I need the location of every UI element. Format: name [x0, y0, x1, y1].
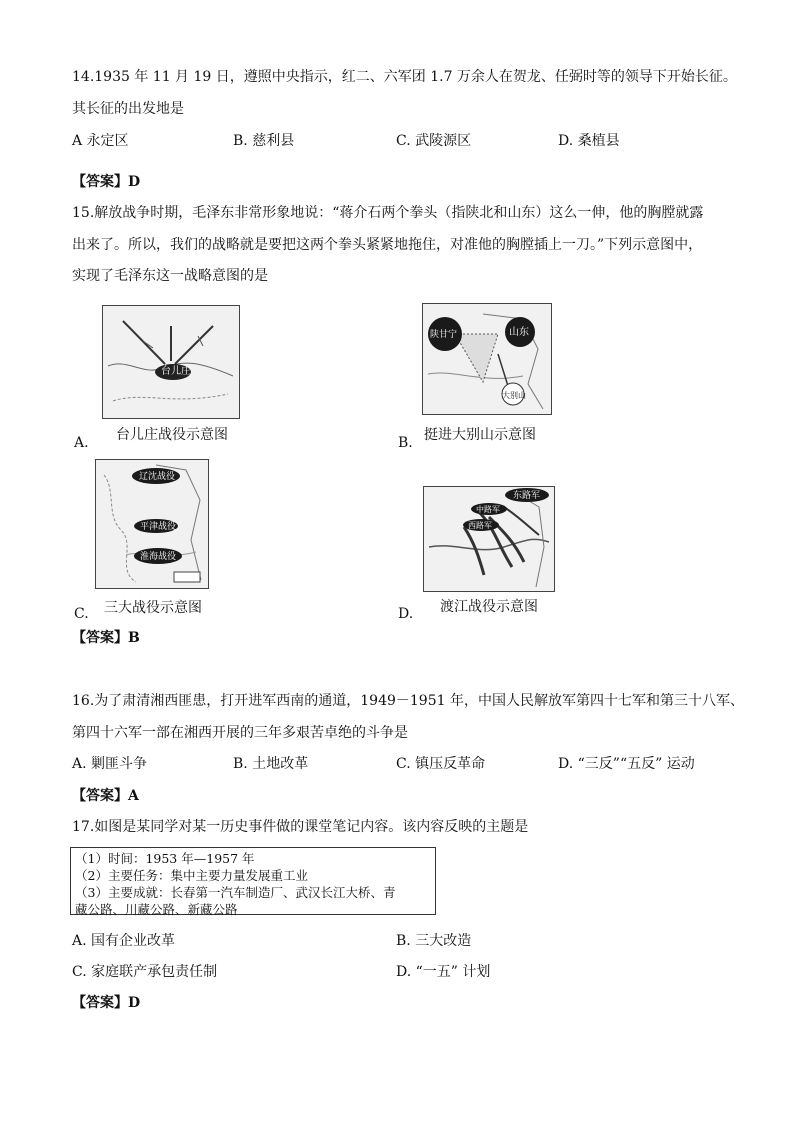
q17-option-b: B. 三大改造: [396, 933, 472, 949]
map-yangtze-crossing: [423, 486, 555, 592]
map-three-campaigns: [95, 459, 209, 589]
q16-answer: 【答案】A: [72, 788, 139, 804]
map-d-caption: 渡江战役示意图: [440, 599, 538, 615]
q16-option-b: B. 土地改革: [233, 756, 309, 772]
map-b-caption: 挺进大别山示意图: [424, 427, 536, 443]
q16-option-d: D. “三反”“五反” 运动: [558, 756, 695, 772]
map-d-letter: D.: [398, 606, 414, 622]
dabieshan-map-graphic: [423, 304, 551, 414]
q17-notes-box: [70, 847, 436, 915]
q14-option-d: D. 桑植县: [558, 133, 620, 149]
map-d-label-0: 东路军: [513, 491, 541, 501]
map-b-label-0: 陕甘宁: [430, 330, 458, 340]
map-b-label-1: 山东: [509, 327, 529, 338]
map-c-label-0: 辽沈战役: [139, 472, 176, 482]
q17-note-4: 藏公路、川藏公路、新藏公路: [75, 902, 238, 917]
map-dabieshan: [422, 303, 552, 415]
q14-stem-line2: 其长征的出发地是: [72, 101, 184, 117]
map-d-label-1: 中路军: [476, 505, 500, 514]
map-b-letter: B.: [398, 435, 413, 451]
q15-stem-line3: 实现了毛泽东这一战略意图的是: [72, 268, 268, 284]
q17-note-2: （2）主要任务：集中主要力量发展重工业: [75, 868, 308, 883]
q16-stem-line2: 第四十六军一部在湘西开展的三年多艰苦卓绝的斗争是: [72, 725, 408, 741]
q15-stem-line2: 出来了。所以，我们的战略就是要把这两个拳头紧紧地拖住，对准他的胸膛插上一刀。”下列示意图中，: [72, 237, 703, 253]
q15-answer: 【答案】B: [72, 630, 140, 646]
map-c-caption: 三大战役示意图: [104, 600, 202, 616]
q14-option-c: C. 武陵源区: [396, 133, 472, 149]
q17-option-c: C. 家庭联产承包责任制: [72, 964, 218, 980]
map-c-label-1: 平津战役: [140, 522, 177, 532]
q14-answer: 【答案】D: [72, 174, 141, 190]
map-c-label-2: 淮海战役: [140, 552, 177, 562]
map-d-label-2: 西路军: [468, 521, 492, 530]
map-a-letter: A.: [74, 435, 89, 451]
taierzhuang-map-graphic: [103, 306, 239, 418]
q17-note-3: （3）主要成就：长春第一汽车制造厂、武汉长江大桥、青: [75, 885, 396, 900]
map-b-label-2: 大别山: [502, 391, 526, 400]
q17-stem: 17.如图是某同学对某一历史事件做的课堂笔记内容。该内容反映的主题是: [72, 819, 529, 835]
q17-answer: 【答案】D: [72, 995, 141, 1011]
q16-option-c: C. 镇压反革命: [396, 756, 486, 772]
map-a-caption: 台儿庄战役示意图: [116, 427, 228, 443]
q15-stem-line1: 15.解放战争时期，毛泽东非常形象地说：“蒋介石两个拳头（指陕北和山东）这么一伸，他的胸膛就露: [72, 205, 704, 221]
q16-stem-line1: 16.为了肃清湘西匪患，打开进军西南的通道，1949－1951 年，中国人民解放军第四十七军和第三十八军、: [72, 693, 744, 709]
q17-note-1: （1）时间：1953 年—1957 年: [75, 851, 255, 866]
map-a-label-0: 台儿庄: [161, 366, 191, 377]
q14-option-a: A 永定区: [72, 133, 129, 149]
q17-option-d: D. “一五” 计划: [396, 964, 491, 980]
q14-option-b: B. 慈利县: [233, 133, 295, 149]
q16-option-a: A. 剿匪斗争: [72, 756, 148, 772]
map-c-letter: C.: [74, 606, 89, 622]
q17-option-a: A. 国有企业改革: [72, 933, 176, 949]
map-taierzhuang: [102, 305, 240, 419]
q14-stem-line1: 14.1935 年 11 月 19 日，遵照中央指示，红二、六军团 1.7 万余人在贺龙、任弼时等的领导下开始长征。: [72, 69, 737, 85]
